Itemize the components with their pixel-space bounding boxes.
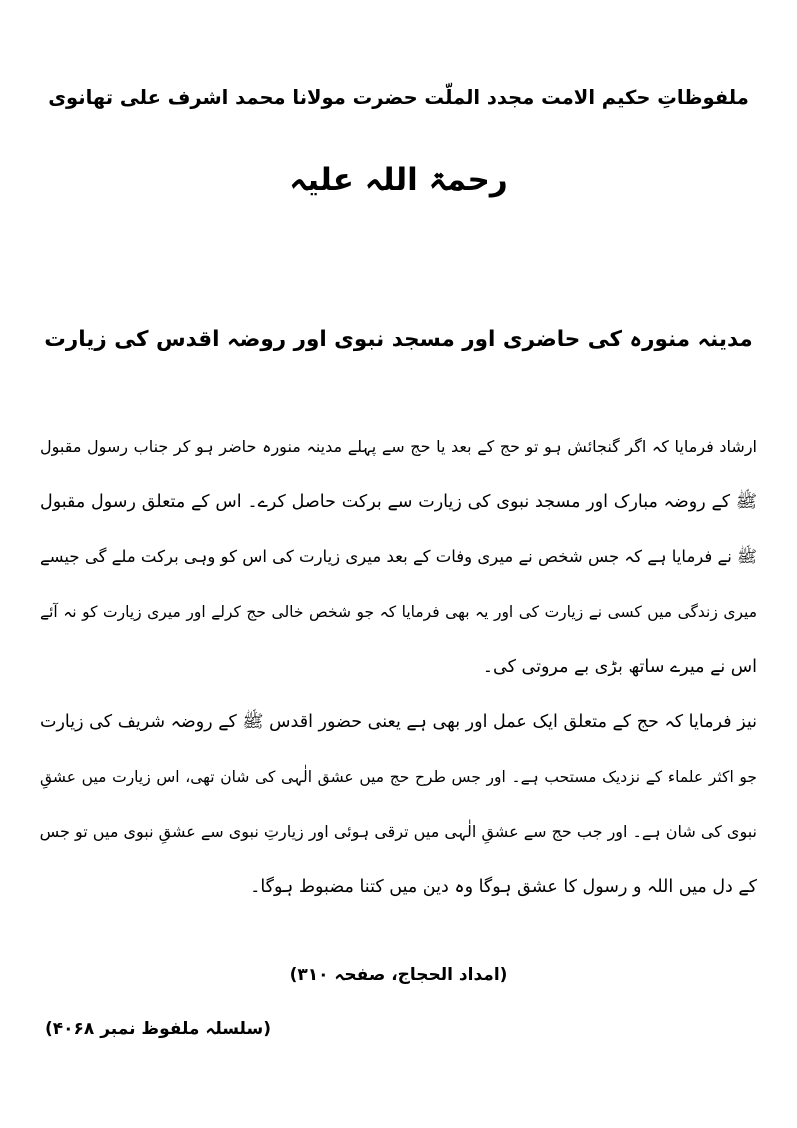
body-line: اس نے میرے ساتھ بڑی بے مروتی کی۔	[482, 657, 757, 677]
page-title: ملفوظاتِ حکیم الامت مجدد الملّت حضرت مولانا محمد اشرف علی تھانوی	[48, 86, 749, 109]
body-line: ارشاد فرمایا کہ اگر گنجائش ہو تو حج کے بعد یا حج سے پہلے مدینہ منورہ حاضر ہو کر جناب رسول مقبول	[40, 437, 757, 456]
page-title-honorific: رحمۃ اللہ علیہ	[289, 162, 508, 198]
body-line: جو اکثر علماء کے نزدیک مستحب ہے۔ اور جس طرح حج میں عشق الٰہی کی شان تھی، اس زیارت میں عشقِ	[40, 768, 757, 786]
body-line: ﷺ کے روضہ مبارک اور مسجد نبوی کی زیارت سے برکت حاصل کرے۔ اس کے متعلق رسول مقبول	[40, 492, 757, 512]
serial-number: (سلسلہ ملفوظ نمبر ۴۰۶۸)	[45, 1019, 271, 1039]
body-line: ﷺ نے فرمایا ہے کہ جس شخص نے میری وفات کے بعد میری زیارت کی اس کو وہی برکت ملے گی جیسے	[40, 547, 757, 566]
body-line: کے دل میں اللہ و رسول کا عشق ہوگا وہ دین میں کتنا مضبوط ہوگا۔	[250, 877, 757, 897]
body-line: نبوی کی شان ہے۔ اور جب حج سے عشقِ الٰہی میں ترقی ہوئی اور زیارتِ نبوی سے عشقِ نبوی میں تو جس	[40, 822, 757, 841]
source-reference: (امداد الحجاج، صفحہ ۳۱۰)	[289, 965, 508, 985]
body-line: نیز فرمایا کہ حج کے متعلق ایک عمل اور بھی ہے یعنی حضور اقدس ﷺ کے روضہ شریف کی زیارت	[40, 712, 757, 732]
body-line: میری زندگی میں کسی نے زیارت کی اور یہ بھی فرمایا کہ جو شخص خالی حج کرلے اور میری زیارت کو نہ آئے	[40, 603, 757, 621]
section-heading: مدینہ منورہ کی حاضری اور مسجد نبوی اور روضہ اقدس کی زیارت	[44, 327, 753, 352]
